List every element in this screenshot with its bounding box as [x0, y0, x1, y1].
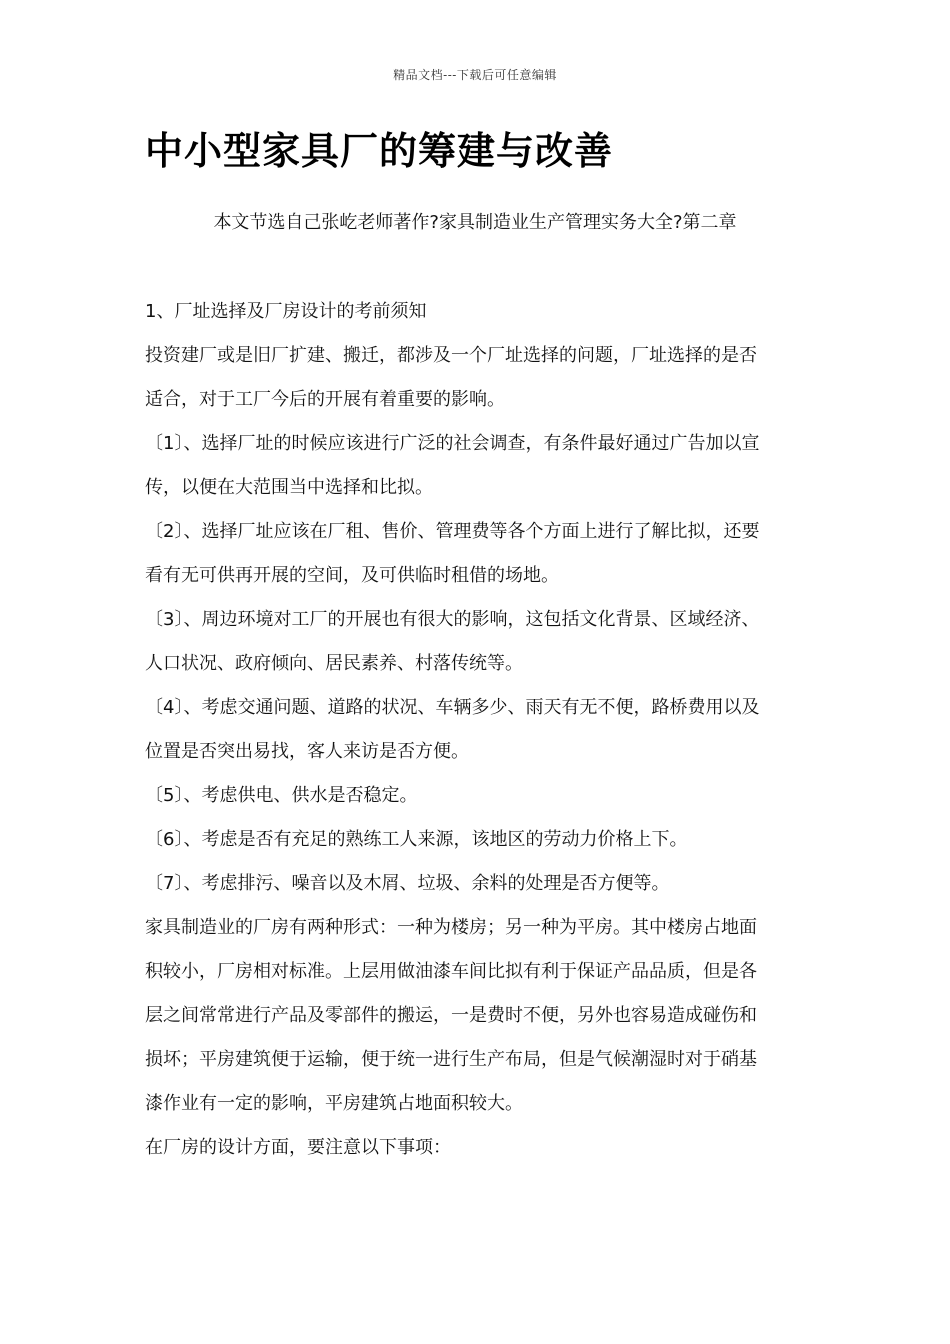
text-line: 〔6〕、考虑是否有充足的熟练工人来源，该地区的劳动力价格上下。 — [145, 829, 688, 850]
text-line: 〔4〕、考虑交通问题、道路的状况、车辆多少、雨天有无不便，路桥费用以及 — [145, 697, 760, 718]
text-line: 投资建厂或是旧厂扩建、搬迁，都涉及一个厂址选择的问题，厂址选择的是否 — [145, 345, 757, 366]
text-line: 家具制造业的厂房有两种形式：一种为楼房；另一种为平房。其中楼房占地面 — [145, 917, 757, 938]
text-line: 〔3〕、周边环境对工厂的开展也有很大的影响，这包括文化背景、区域经济、 — [145, 609, 760, 630]
text-line: 位置是否突出易找，客人来访是否方便。 — [145, 741, 469, 762]
section-heading: 1、厂址选择及厂房设计的考前须知 — [145, 301, 427, 322]
text-line: 积较小，厂房相对标准。上层用做油漆车间比拟有利于保证产品品质，但是各 — [145, 961, 757, 982]
document-subtitle: 本文节选自己张屹老师著作?家具制造业生产管理实务大全?第二章 — [213, 212, 737, 233]
text-line: 在厂房的设计方面，要注意以下事项： — [145, 1137, 451, 1158]
text-line: 层之间常常进行产品及零部件的搬运，一是费时不便，另外也容易造成碰伤和 — [145, 1005, 757, 1026]
text-line: 看有无可供再开展的空间，及可供临时租借的场地。 — [145, 565, 559, 586]
text-line: 〔5〕、考虑供电、供水是否稳定。 — [145, 785, 418, 806]
text-line: 〔1〕、选择厂址的时候应该进行广泛的社会调查，有条件最好通过广告加以宣 — [145, 433, 760, 454]
header-note: 精品文档---下载后可任意编辑 — [393, 68, 557, 82]
text-line: 〔7〕、考虑排污、噪音以及木屑、垃圾、余料的处理是否方便等。 — [145, 873, 670, 894]
text-line: 适合，对于工厂今后的开展有着重要的影响。 — [145, 389, 505, 410]
text-line: 〔2〕、选择厂址应该在厂租、售价、管理费等各个方面上进行了解比拟，还要 — [145, 521, 760, 542]
document-title: 中小型家具厂的筹建与改善 — [145, 129, 614, 173]
text-line: 损坏；平房建筑便于运输，便于统一进行生产布局，但是气候潮湿时对于硝基 — [145, 1049, 757, 1070]
text-line: 漆作业有一定的影响，平房建筑占地面积较大。 — [145, 1093, 523, 1114]
text-line: 人口状况、政府倾向、居民素养、村落传统等。 — [145, 653, 523, 674]
text-line: 传，以便在大范围当中选择和比拟。 — [145, 477, 433, 498]
document-body — [145, 290, 810, 1170]
